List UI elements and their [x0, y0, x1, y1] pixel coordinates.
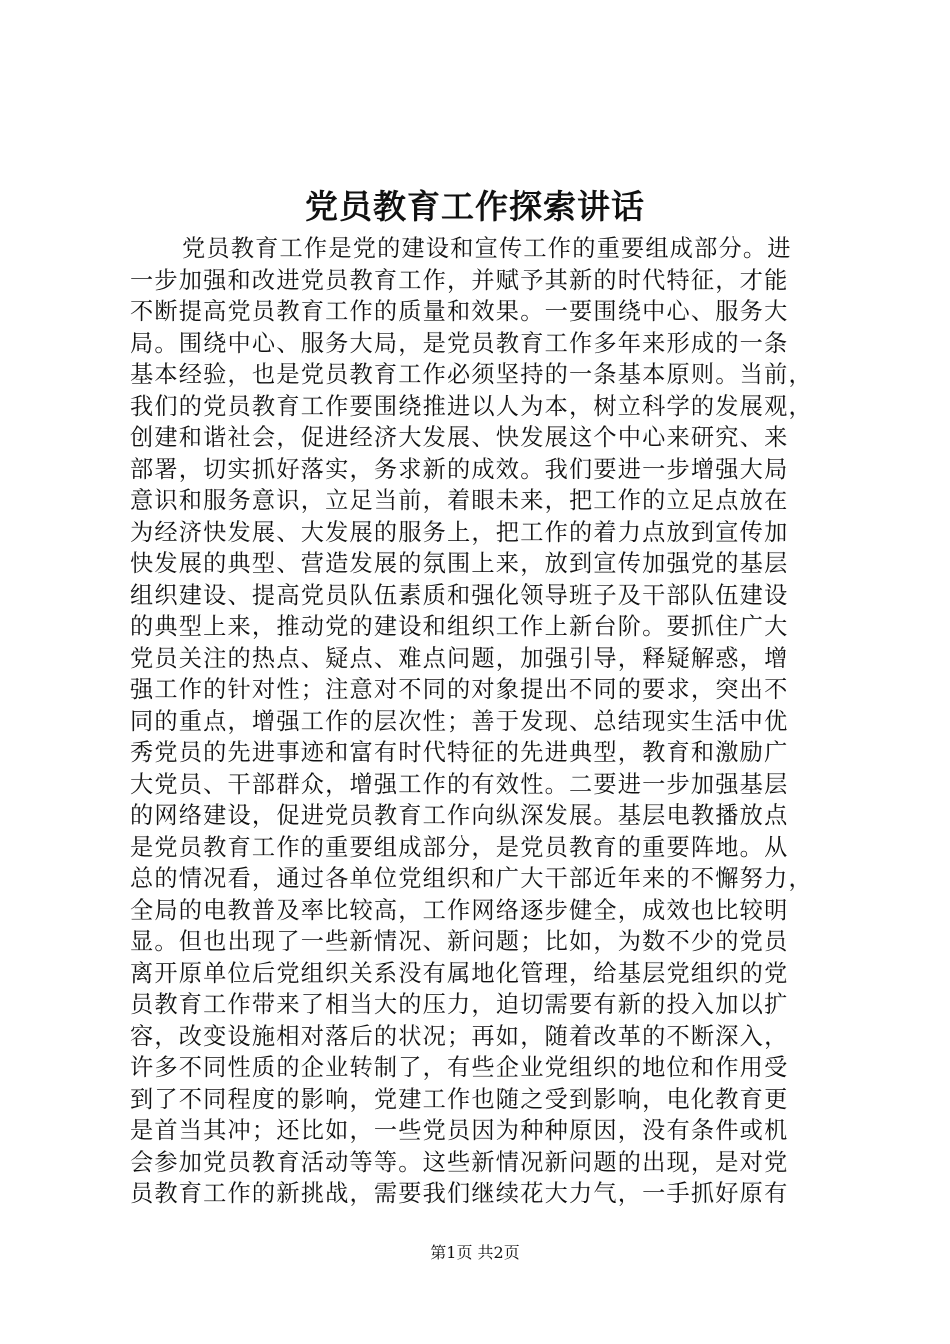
- paragraph-line: 同的重点，增强工作的层次性；善于发现、总结现实生活中优: [130, 707, 789, 735]
- paragraph-line: 秀党员的先进事迹和富有时代特征的先进典型，教育和激励广: [130, 739, 789, 766]
- paragraph-line: 为经济快发展、大发展的服务上，把工作的着力点放到宣传加: [130, 518, 789, 546]
- paragraph-line: 党员教育工作是党的建设和宣传工作的重要组成部分。进: [182, 235, 792, 262]
- paragraph-line: 一步加强和改进党员教育工作，并赋予其新的时代特征，才能: [130, 266, 789, 294]
- paragraph-line: 基本经验，也是党员教育工作必须坚持的一条基本原则。当前，: [130, 361, 813, 388]
- document-title: 党员教育工作探索讲话: [305, 187, 645, 226]
- paragraph-line: 全局的电教普及率比较高，工作网络逐步健全，成效也比较明: [130, 896, 789, 924]
- page-footer: 第1页 共2页: [430, 1243, 520, 1262]
- paragraph-line: 容，改变设施相对落后的状况；再如，随着改革的不断深入，: [130, 1022, 789, 1050]
- paragraph-line: 的典型上来，推动党的建设和组织工作上新台阶。要抓住广大: [130, 613, 789, 640]
- paragraph-line: 不断提高党员教育工作的质量和效果。一要围绕中心、服务大: [130, 298, 789, 325]
- paragraph-line: 总的情况看，通过各单位党组织和广大干部近年来的不懈努力，: [130, 865, 813, 892]
- paragraph-line: 员教育工作的新挑战，需要我们继续花大力气，一手抓好原有: [130, 1180, 789, 1207]
- paragraph-line: 部署，切实抓好落实，务求新的成效。我们要进一步增强大局: [130, 455, 789, 483]
- paragraph-line: 显。但也出现了一些新情况、新问题；比如，为数不少的党员: [130, 928, 789, 955]
- paragraph-line: 离开原单位后党组织关系没有属地化管理，给基层党组织的党: [130, 959, 789, 987]
- paragraph-line: 创建和谐社会，促进经济大发展、快发展这个中心来研究、来: [130, 424, 789, 451]
- paragraph-line: 强工作的针对性；注意对不同的对象提出不同的要求，突出不: [130, 676, 789, 703]
- paragraph-line: 是首当其冲；还比如，一些党员因为种种原因，没有条件或机: [130, 1117, 789, 1144]
- paragraph-line: 局。围绕中心、服务大局，是党员教育工作多年来形成的一条: [130, 329, 789, 357]
- paragraph-line: 组织建设、提高党员队伍素质和强化领导班子及干部队伍建设: [130, 581, 789, 609]
- paragraph-line: 员教育工作带来了相当大的压力，迫切需要有新的投入加以扩: [130, 991, 789, 1018]
- paragraph-line: 许多不同性质的企业转制了，有些企业党组织的地位和作用受: [130, 1054, 789, 1081]
- paragraph-line: 大党员、干部群众，增强工作的有效性。二要进一步加强基层: [130, 770, 789, 798]
- paragraph-line: 的网络建设，促进党员教育工作向纵深发展。基层电教播放点: [130, 802, 789, 829]
- paragraph-line: 党员关注的热点、疑点、难点问题，加强引导，释疑解惑，增: [130, 644, 789, 672]
- paragraph-line: 到了不同程度的影响，党建工作也随之受到影响，电化教育更: [130, 1085, 789, 1113]
- document-body: [130, 233, 830, 1210]
- paragraph-line: 快发展的典型、营造发展的氛围上来，放到宣传加强党的基层: [130, 550, 789, 577]
- paragraph-line: 会参加党员教育活动等等。这些新情况新问题的出现，是对党: [130, 1148, 789, 1176]
- paragraph-line: 意识和服务意识，立足当前，着眼未来，把工作的立足点放在: [130, 487, 789, 514]
- paragraph-line: 我们的党员教育工作要围绕推进以人为本，树立科学的发展观，: [130, 392, 813, 420]
- paragraph-line: 是党员教育工作的重要组成部分，是党员教育的重要阵地。从: [130, 833, 789, 861]
